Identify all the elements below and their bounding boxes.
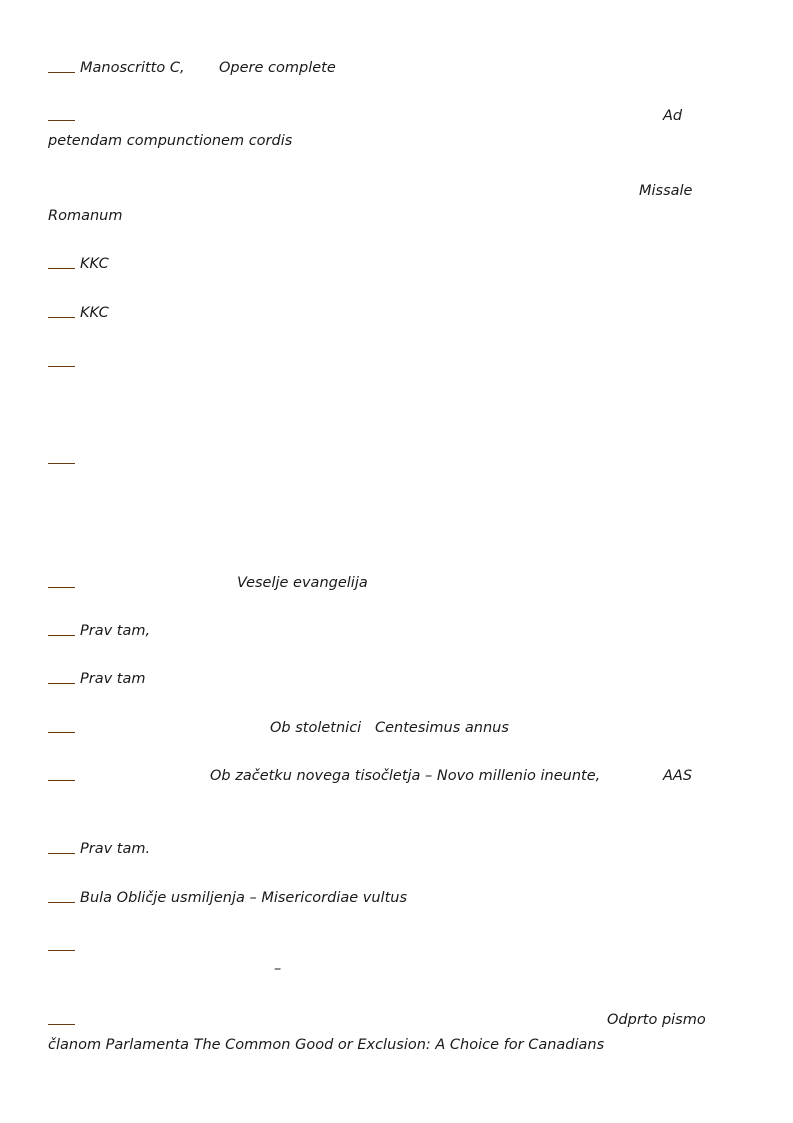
footnote-15-dash: – — [274, 961, 282, 977]
footnote-rule — [48, 683, 75, 684]
footnote-7 — [48, 450, 80, 468]
footnote-rule — [48, 853, 75, 854]
footnote-6 — [48, 353, 80, 371]
footnote-16-title-start: Odprto pismo — [607, 1012, 706, 1028]
footnote-rule — [48, 950, 75, 951]
footnote-11-title: Ob stoletnici — [270, 720, 362, 736]
footnote-4 — [48, 255, 109, 273]
footnote-10-source: Prav tam — [80, 671, 146, 687]
footnote-12-source: AAS — [663, 768, 693, 784]
footnote-14-title: Bula Obličje usmiljenja – Misericordiae vultus — [80, 890, 408, 906]
footnote-5 — [48, 304, 109, 322]
footnote-3-title-start: Missale — [639, 183, 693, 199]
footnote-rule — [48, 732, 75, 733]
footnote-5-source: KKC — [80, 305, 109, 321]
footnote-12 — [48, 767, 80, 785]
footnote-rule — [48, 902, 75, 903]
footnote-rule — [48, 463, 75, 464]
footnote-15 — [48, 937, 80, 955]
footnote-9-source: Prav tam, — [80, 623, 151, 639]
footnote-2-title-start: Ad — [663, 108, 683, 124]
footnote-rule — [48, 268, 75, 269]
footnote-13 — [48, 840, 150, 858]
footnote-2 — [48, 107, 80, 125]
footnote-16-title-end: članom Parlamenta The Common Good or Exclusion: A Choice for Canadians — [48, 1037, 605, 1053]
footnote-2-title-end: petendam compunctionem cordis — [48, 133, 293, 149]
footnote-14 — [48, 889, 407, 907]
footnote-rule — [48, 587, 75, 588]
footnote-9 — [48, 622, 150, 640]
footnote-4-source: KKC — [80, 256, 109, 272]
footnote-11 — [48, 719, 80, 737]
footnote-rule — [48, 120, 75, 121]
footnote-8-title: Veselje evangelija — [237, 575, 368, 591]
footnote-3-title-end: Romanum — [48, 208, 123, 224]
footnote-rule — [48, 366, 75, 367]
footnote-rule — [48, 317, 75, 318]
footnote-rule — [48, 635, 75, 636]
footnote-10 — [48, 670, 145, 688]
footnote-11-latin-title: Centesimus annus — [375, 720, 509, 736]
footnote-1-work: Opere complete — [219, 60, 336, 76]
footnote-1-source: Manoscritto C, — [80, 60, 185, 76]
footnote-13-source: Prav tam. — [80, 841, 151, 857]
footnote-12-title: Ob začetku novega tisočletja – Novo millenio ineunte, — [210, 768, 601, 784]
footnote-1 — [48, 59, 185, 77]
footnote-rule — [48, 72, 75, 73]
footnote-16 — [48, 1011, 80, 1029]
footnote-rule — [48, 780, 75, 781]
footnote-8 — [48, 574, 80, 592]
footnote-rule — [48, 1024, 75, 1025]
